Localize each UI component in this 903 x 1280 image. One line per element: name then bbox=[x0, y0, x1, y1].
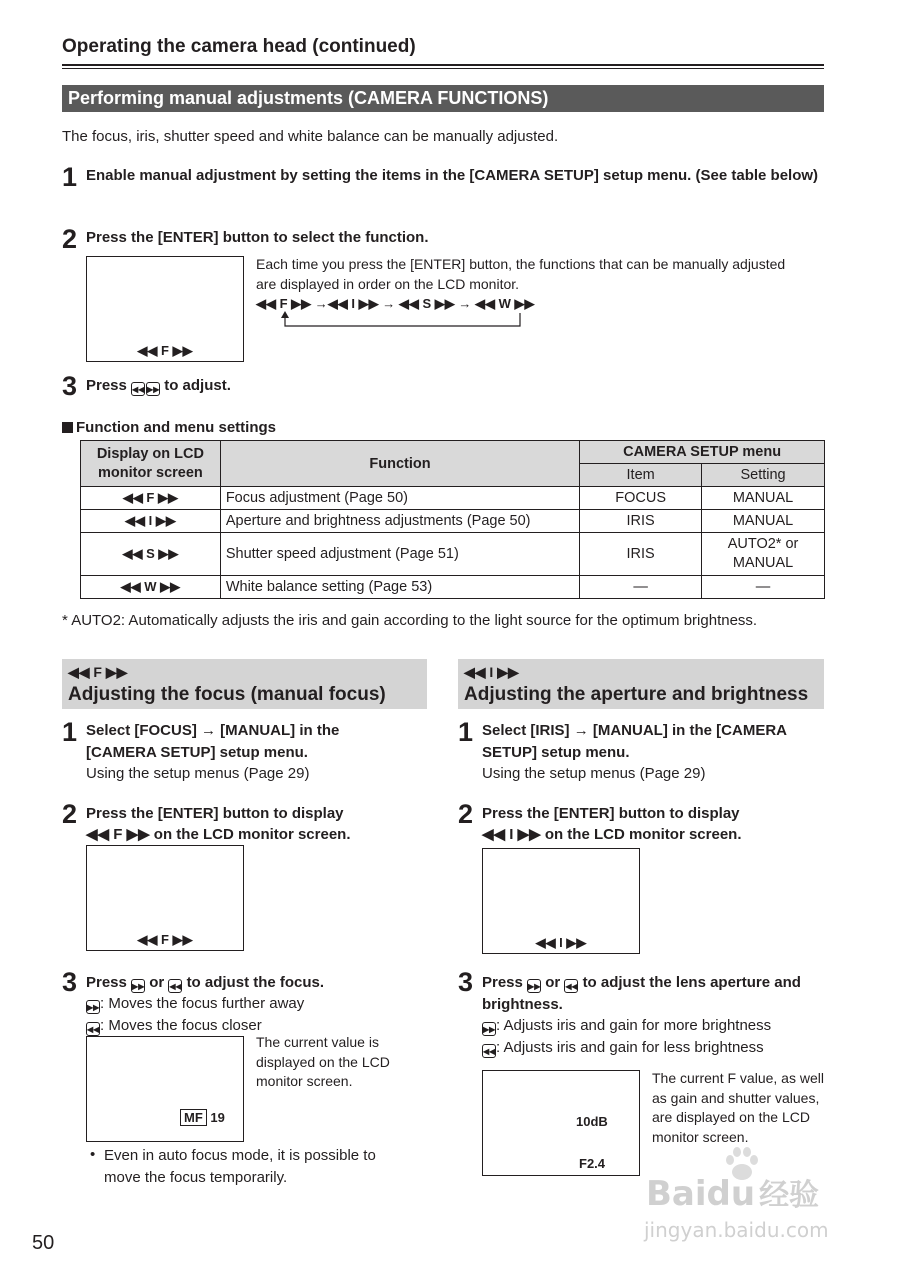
section-title: Performing manual adjustments (CAMERA FUNCTIONS) bbox=[62, 85, 824, 112]
lcd-function-display: ◀◀ F ▶▶ bbox=[137, 343, 193, 358]
mf-value: 19 bbox=[210, 1110, 225, 1125]
cell-function: Shutter speed adjustment (Page 51) bbox=[220, 533, 579, 576]
col-header-setting: Setting bbox=[702, 464, 825, 487]
watermark-brand-2: du bbox=[706, 1174, 756, 1214]
aperture-more-line bbox=[482, 1016, 771, 1036]
aperture-less-line bbox=[482, 1038, 764, 1058]
col-header-display: Display on LCD monitor screen bbox=[81, 441, 221, 487]
aperture-step-3 bbox=[482, 972, 822, 1015]
focus-bullet-note: Even in auto focus mode, it is possible to move the focus temporarily. bbox=[104, 1147, 376, 1186]
focus-away-line bbox=[86, 994, 304, 1014]
page-number: 50 bbox=[32, 1232, 55, 1254]
cell-display: ◀◀ I ▶▶ bbox=[81, 510, 221, 533]
step-number: 3 bbox=[62, 967, 78, 997]
table-heading-text: Function and menu settings bbox=[76, 419, 277, 436]
cell-display: ◀◀ F ▶▶ bbox=[81, 487, 221, 510]
cycle-f: ◀◀ F ▶▶ bbox=[256, 296, 312, 311]
asterisk-mark: * bbox=[62, 612, 72, 629]
focus-value-lcd bbox=[86, 1036, 244, 1142]
focus-title: Adjusting the focus (manual focus) bbox=[68, 684, 386, 705]
table-row bbox=[81, 510, 825, 533]
table-heading bbox=[62, 419, 276, 436]
col-header-function: Function bbox=[220, 441, 579, 487]
fast-forward-button-icon: ▶▶ bbox=[131, 979, 145, 993]
cell-item: IRIS bbox=[580, 533, 702, 576]
function-table bbox=[80, 440, 825, 599]
cell-function: Aperture and brightness adjustments (Page 50) bbox=[220, 510, 579, 533]
step-2-text: Press the [ENTER] button to select the function. bbox=[86, 229, 429, 246]
rewind-button-icon: ◀◀ bbox=[168, 979, 182, 993]
cell-item: — bbox=[580, 576, 702, 599]
focus-step-1-ref: Using the setup menus (Page 29) bbox=[86, 765, 310, 782]
col-header-menu: CAMERA SETUP menu bbox=[580, 441, 825, 464]
focus-step-2b: ◀◀ F ▶▶ on the LCD monitor screen. bbox=[86, 826, 351, 843]
table-row bbox=[81, 487, 825, 510]
step-3-press: Press bbox=[86, 377, 127, 394]
aperture-step-1: Select [IRIS] → [MANUAL] in the [CAMERA SETUP] setup menu. bbox=[482, 722, 787, 761]
aperture-step-2b: ◀◀ I ▶▶ on the LCD monitor screen. bbox=[482, 826, 742, 843]
focus-step-2a: Press the [ENTER] button to display bbox=[86, 805, 344, 822]
press-word: Press bbox=[86, 974, 127, 991]
watermark bbox=[640, 1142, 860, 1252]
gain-readout: 10dB bbox=[576, 1114, 608, 1129]
cell-setting: — bbox=[702, 576, 825, 599]
cycle-arrow: → bbox=[458, 296, 472, 311]
focus-value-note: The current value is displayed on the LCD monitor screen. bbox=[256, 1034, 390, 1089]
or-word: or bbox=[545, 974, 561, 991]
focus-step-1: Select [FOCUS] → [MANUAL] in the [CAMERA SETUP] setup menu. bbox=[86, 722, 340, 761]
aperture-subheading bbox=[458, 659, 824, 709]
aperture-more-text: : Adjusts iris and gain for more brightness bbox=[496, 1017, 772, 1034]
focus-step-3 bbox=[86, 972, 324, 994]
step-number: 1 bbox=[62, 717, 78, 747]
mf-label: MF bbox=[180, 1109, 207, 1126]
rewind-button-icon: ◀◀ bbox=[86, 1022, 100, 1036]
focus-closer-text: : Moves the focus closer bbox=[100, 1017, 262, 1034]
footnote-text: AUTO2: Automatically adjusts the iris and gain according to the light source for the optimum brightness. bbox=[71, 612, 758, 629]
step-1-text: Enable manual adjustment by setting the items in the [CAMERA SETUP] setup menu. (See table below) bbox=[86, 167, 819, 184]
aperture-lcd-screen bbox=[482, 848, 640, 954]
cell-function: White balance setting (Page 53) bbox=[220, 576, 579, 599]
step-number: 2 bbox=[458, 799, 474, 829]
aperture-step-2a: Press the [ENTER] button to display bbox=[482, 805, 740, 822]
fast-forward-button-icon: ▶▶ bbox=[527, 979, 541, 993]
square-bullet-icon bbox=[62, 422, 73, 433]
cell-item: FOCUS bbox=[580, 487, 702, 510]
step-number: 3 bbox=[62, 371, 78, 401]
watermark-brand-1: Bai bbox=[646, 1174, 707, 1214]
rewind-button-icon: ◀◀ bbox=[564, 979, 578, 993]
cell-display: ◀◀ W ▶▶ bbox=[81, 576, 221, 599]
step-number: 2 bbox=[62, 799, 78, 829]
cell-function: Focus adjustment (Page 50) bbox=[220, 487, 579, 510]
cycle-arrow: → bbox=[314, 296, 328, 311]
watermark-url: jingyan.baidu.com bbox=[644, 1218, 829, 1242]
step-2-description: Each time you press the [ENTER] button, the functions that can be manually adjusted are displayed in order on the LCD monitor. bbox=[256, 256, 786, 292]
col-header-item: Item bbox=[580, 464, 702, 487]
step-3-tail: to adjust. bbox=[164, 377, 231, 394]
aperture-value-lcd bbox=[482, 1070, 640, 1176]
cell-item: IRIS bbox=[580, 510, 702, 533]
lcd-function-display: ◀◀ I ▶▶ bbox=[535, 935, 587, 950]
focus-lcd-screen bbox=[86, 845, 244, 951]
fast-forward-button-icon: ▶▶ bbox=[482, 1022, 496, 1036]
iris-display-icon: ◀◀ I ▶▶ bbox=[464, 664, 519, 680]
fast-forward-button-icon: ▶▶ bbox=[86, 1000, 100, 1014]
cell-setting: AUTO2* or MANUAL bbox=[702, 533, 825, 576]
cycle-arrow: → bbox=[382, 296, 396, 311]
cell-display: ◀◀ S ▶▶ bbox=[81, 533, 221, 576]
step-3-text bbox=[86, 375, 231, 397]
cell-setting: MANUAL bbox=[702, 510, 825, 533]
step-number: 2 bbox=[62, 224, 78, 254]
aperture-step-1-ref: Using the setup menus (Page 29) bbox=[482, 765, 706, 782]
function-cycle bbox=[256, 296, 534, 312]
page-header: Operating the camera head (continued) bbox=[62, 36, 416, 57]
lcd-function-display: ◀◀ F ▶▶ bbox=[137, 932, 193, 947]
focus-subheading bbox=[62, 659, 427, 709]
cycle-return-arrow bbox=[278, 311, 528, 331]
watermark-cn: 经验 bbox=[759, 1178, 820, 1213]
aperture-less-text: : Adjusts iris and gain for less brightness bbox=[496, 1039, 764, 1056]
or-word: or bbox=[149, 974, 165, 991]
aperture-title: Adjusting the aperture and brightness bbox=[464, 684, 809, 705]
footnote bbox=[62, 611, 757, 631]
cycle-i: ◀◀ I ▶▶ bbox=[327, 296, 379, 311]
cycle-w: ◀◀ W ▶▶ bbox=[475, 296, 535, 311]
table-row bbox=[81, 576, 825, 599]
f-value-readout: F2.4 bbox=[579, 1156, 606, 1171]
aperture-value-note: The current F value, as well as gain and shutter values, are displayed on the LCD monitor screen. bbox=[652, 1070, 824, 1145]
cycle-s: ◀◀ S ▶▶ bbox=[398, 296, 455, 311]
focus-step-3-tail: to adjust the focus. bbox=[186, 974, 325, 991]
watermark-brand bbox=[646, 1170, 819, 1214]
focus-away-text: : Moves the focus further away bbox=[100, 995, 305, 1012]
table-row bbox=[81, 533, 825, 576]
rewind-button-icon: ◀◀ bbox=[482, 1044, 496, 1058]
mf-readout bbox=[180, 1110, 225, 1125]
header-rule-thin bbox=[62, 68, 824, 69]
step-number: 3 bbox=[458, 967, 474, 997]
cell-setting: MANUAL bbox=[702, 487, 825, 510]
focus-closer-line bbox=[86, 1016, 262, 1036]
section-intro: The focus, iris, shutter speed and white balance can be manually adjusted. bbox=[62, 128, 559, 145]
lcd-screen bbox=[86, 256, 244, 362]
focus-display-icon: ◀◀ F ▶▶ bbox=[68, 664, 128, 680]
press-word: Press bbox=[482, 974, 523, 991]
header-rule bbox=[62, 64, 824, 66]
aperture-step-3-tail: to adjust the lens aperture and brightness. bbox=[482, 974, 801, 1013]
bullet-dot: • bbox=[90, 1146, 96, 1163]
step-number: 1 bbox=[62, 162, 78, 192]
fast-forward-button-icon: ▶▶ bbox=[146, 382, 160, 396]
step-number: 1 bbox=[458, 717, 474, 747]
rewind-button-icon: ◀◀ bbox=[131, 382, 145, 396]
